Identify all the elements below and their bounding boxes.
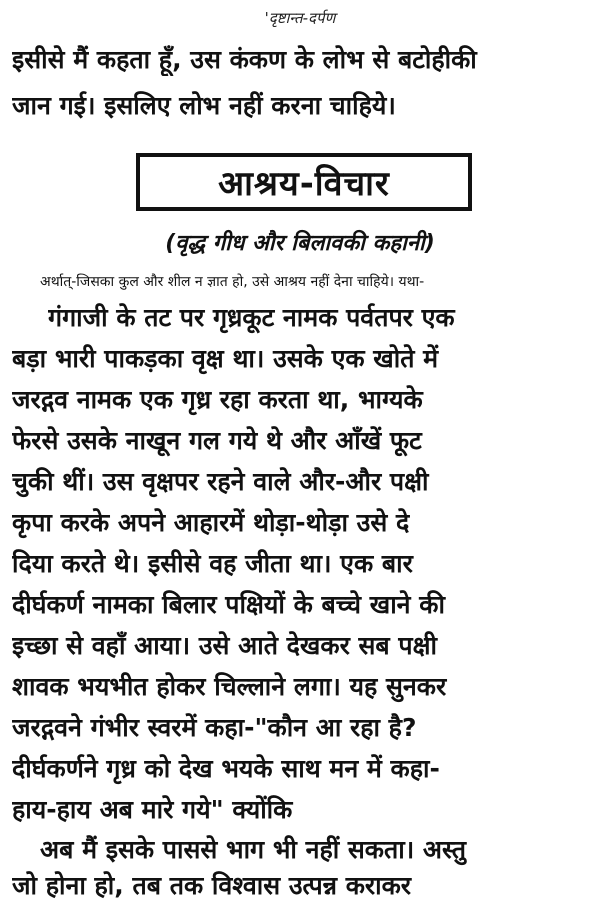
story-line-6: कृपा करके अपने आहारमें थोड़ा-थोड़ा उसे दे (12, 508, 410, 537)
story-title: आश्रय-विचार (218, 164, 390, 204)
story-line-14: अब मैं इसके पाससे भाग भी नहीं सकता। अस्तु (40, 835, 466, 864)
story-line-5: चुकी थीं। उस वृक्षपर रहने वाले और-और पक्षी (12, 467, 429, 496)
story-intro: अर्थात्-जिसका कुल और शील न ज्ञात हो, उसे आश्रय नहीं देना चाहिये। यथा- (40, 274, 425, 290)
opening-line-2: जान गई। इसलिए लोभ नहीं करना चाहिये। (12, 91, 396, 120)
story-line-3: जरद्गव नामक एक गृध्र रहा करता था, भाग्यके (12, 385, 423, 414)
story-line-4: फेरसे उसके नाखून गल गये थे और आँखें फूट (12, 426, 422, 455)
story-line-13: हाय-हाय अब मारे गये" क्योंकि (12, 795, 293, 824)
story-line-15: जो होना हो, तब तक विश्वास उत्पन्न कराकर (12, 871, 412, 900)
running-header: 'दृष्टान्त-दर्पण (264, 9, 336, 27)
story-line-11: जरद्गवने गंभीर स्वरमें कहा-"कौन आ रहा है? (12, 713, 417, 742)
story-line-10: शावक भयभीत होकर चिल्लाने लगा। यह सुनकर (12, 672, 447, 701)
story-line-7: दिया करते थे। इसीसे वह जीता था। एक बार (12, 549, 413, 578)
opening-line-1: इसीसे मैं कहता हूँ, उस कंकण के लोभ से बटोहीकी (12, 45, 477, 74)
story-subtitle: (वृद्ध गीध और बिलावकी कहानी) (165, 231, 435, 256)
story-line-9: इच्छा से वहाँ आया। उसे आते देखकर सब पक्षी (12, 631, 437, 660)
story-line-2: बड़ा भारी पाकड़का वृक्ष था। उसके एक खोते में (12, 344, 439, 373)
story-line-8: दीर्घकर्ण नामका बिलार पक्षियों के बच्चे खाने की (12, 590, 445, 619)
story-line-12: दीर्घकर्णने गृध्र को देख भयके साथ मन में कहा- (12, 754, 440, 783)
story-title-box (136, 153, 472, 211)
story-line-1: गंगाजी के तट पर गृध्रकूट नामक पर्वतपर एक (48, 303, 455, 332)
